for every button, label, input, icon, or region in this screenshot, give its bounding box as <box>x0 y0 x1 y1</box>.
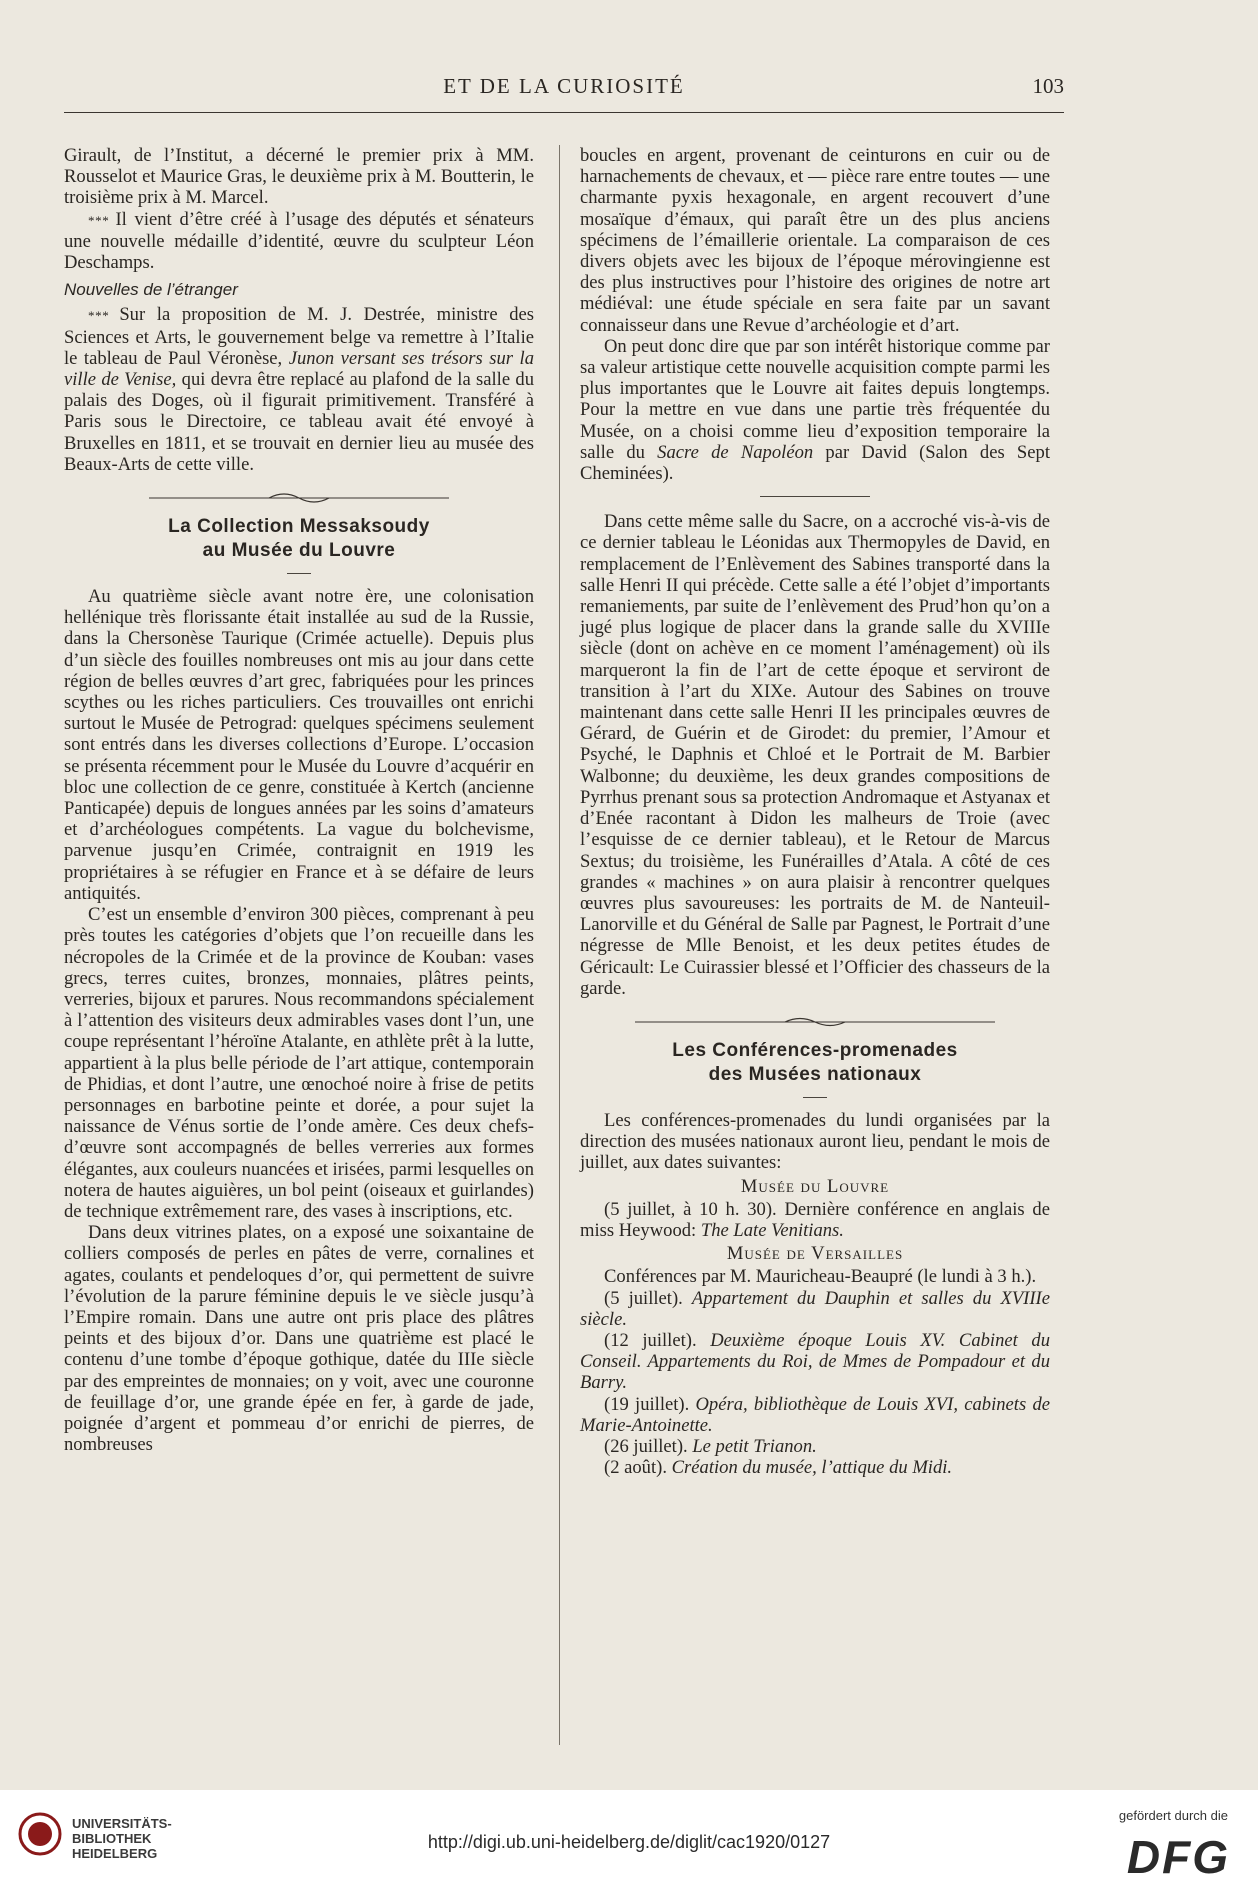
paragraph: * * * Sur la proposition de M. J. Destrée, ministre des Sciences et Arts, le gouvernement belge va remettre à l’Italie le tableau de Paul Véronèse, Junon versant ses trésors sur la ville de Venise, qui devra être replacé au plafond de la salle du palais des Doges, où il figurait primitivement. Transféré à Paris sous le Directoire, ce tableau avait été envoyé à Bruxelles en 1811, et se trouvait en dernier lieu au musée des Beaux-Arts de cette ville. <box>64 304 534 475</box>
library-logo-text: UNIVERSITÄTS- BIBLIOTHEK HEIDELBERG <box>72 1816 172 1861</box>
paragraph: Conférences par M. Mauricheau-Beaupré (le lundi à 3 h.). <box>604 1266 1037 1288</box>
paragraph: boucles en argent, provenant de ceinturons en cuir ou de harnachements de chevaux, et — pièce rare entre toutes — une charmante pyxis hexagonale, en argent recouvert d’une mosaïque d’émaux, qui paraît être un des plus anciens spécimens de l’émaillerie orientale. La comparaison de ces divers objets avec les bijoux de l’époque mérovingienne est des plus instructives pour l’histoire des origines de notre art médiéval: une étude spéciale en sera faite par un savant connaisseur dans une Revue d’archéologie et d’art. <box>580 145 1050 336</box>
asterism: * * * <box>88 212 108 228</box>
short-rule <box>287 573 311 574</box>
ornament-divider <box>64 489 534 507</box>
short-rule <box>803 1097 827 1098</box>
paragraph: Dans deux vitrines plates, on a exposé une soixantaine de colliers composés de perles en pâtes de verre, cornalines et agates, coulants et pendeloques d’or, qui permettent de suivre l’évolution de la parure féminine depuis le ve siècle jusqu’à l’Empire romain. Dans une autre ont pris place des plâtres peints et des bijoux d’or. Dans une quatrième est placé le contenu d’une tombe d’époque gothique, datée du IIIe siècle par des empreintes de monnaies; on y voit, avec une couronne de feuillage d’or, une grande épée en fer, à garde de jade, poignée d’argent et pommeau d’or enrichi de pierres, de nombreuses <box>64 1222 534 1456</box>
article-title: Les Conférences-promenades des Musées nationaux <box>672 1039 958 1085</box>
schedule-item: (2 août). Création du musée, l’attique du Midi. <box>604 1457 953 1479</box>
museum-heading: Musée du Louvre <box>740 1175 890 1197</box>
section-rule <box>760 496 870 497</box>
permalink-url[interactable]: http://digi.ub.uni-heidelberg.de/diglit/cac1920/0127 <box>427 1832 831 1852</box>
funder-label: gefördert durch die <box>1118 1808 1228 1823</box>
paragraph: * * * Il vient d’être créé à l’usage des députés et sénateurs une nouvelle médaille d’identité, œuvre du sculpteur Léon Deschamps. <box>64 208 534 274</box>
page-number: 103 <box>1032 74 1064 98</box>
asterism: * * * <box>88 308 108 324</box>
paragraph: C’est un ensemble d’environ 300 pièces, comprenant à peu près toutes les catégories d’objets que l’on recueille dans les nécropoles de la Crimée et de la province de Kouban: vases grecs, terres cuites, bronzes, monnaies, plâtres peints, verreries, bijoux et parures. Nous recommandons spécialement à l’attention des visiteurs deux admirables vases dont l’un, une coupe représentant l’héroïne Atalante, en athlète prêt à la lutte, appartient à la plus belle période de l’art attique, contemporain de Phidias, et dont l’autre, une œnochoé noire à frise de petits personnages en barbotine peinte et dorée, a pour sujet la naissance de Vénus sortie de l’onde amère. Ces deux chefs-d’œuvre sont accompagnés de belles verreries aux formes élégantes, aux couleurs nuancées et irisées, parmi lesquelles on notera de hautes aiguières, un bol peint (oiseaux et guirlandes) de technique extrêmement rare, des vases à inscriptions, etc. <box>64 904 534 1222</box>
viewer-footer <box>0 1790 1258 1895</box>
paragraph: Les conférences-promenades du lundi organisées par la direction des musées nationaux auront lieu, pendant le mois de juillet, aux dates suivantes: <box>580 1109 1050 1174</box>
museum-heading: Musée de Versailles <box>726 1243 904 1265</box>
right-column <box>580 145 1050 1478</box>
schedule-item: (19 juillet). Opéra, bibliothèque de Louis XVI, cabinets de Marie-Antoinette. <box>580 1393 1050 1436</box>
ornament-divider <box>580 1013 1050 1031</box>
paragraph: Au quatrième siècle avant notre ère, une colonisation hellénique très florissante était installée au sud de la Russie, dans la Chersonèse Taurique (Crimée actuelle). Depuis plus d’un siècle des fouilles nombreuses ont mis au jour dans cette région de belles œuvres d’art grec, fabriquées pour les princes scythes ou les riches particuliers. Ces trouvailles ont enrichi surtout le Musée de Petrograd: quelques spécimens seulement sont entrés dans les diverses collections d’Europe. L’occasion se présenta récemment pour le Musée du Louvre d’acquérir en bloc une collection de ce genre, constituée à Kertch (ancienne Panticapée) depuis de longues années par les soins d’amateurs et d’archéologues compétents. La vague du bolchevisme, parvenue jusqu’en Crimée, contraignit en 1919 les propriétaires à se réfugier en France et à se défaire de leurs antiquités. <box>64 586 534 904</box>
article-title: La Collection Messaksoudy au Musée du Louvre <box>168 516 430 562</box>
running-title: ET DE LA CURIOSITÉ <box>443 74 685 98</box>
paragraph: Dans cette même salle du Sacre, on a accroché vis-à-vis de ce dernier tableau le Léonidas aux Thermopyles de David, en remplacement de l’Enlèvement des Sabines transporté dans la salle Henri II qui précède. Cette salle a été l’objet d’importants remaniements, par suite de l’enlèvement des Prud’hon qu’on a jugé plus logique de placer dans la grande salle du XVIIIe siècle (dont on achève en ce moment l’aménagement) où ils marqueront la fin de l’art de cette époque et serviront de transition à l’art du XIXe. Autour des Sabines on trouve maintenant dans cette salle Henri II les principales œuvres de Gérard, de Guérin et de Girodet: du premier, l’Amour et Psyché, le Daphnis et Chloé et le Portrait de M. Barbier Walbonne; du deuxième, les deux grandes compositions de Pyrrhus prenant sous sa protection Andromaque et Astyanax et d’Enée racontant à Didon les malheurs de Troie (avec l’esquisse de ce dernier tableau), et le Retour de Marcus Sextus; du troisième, les Funérailles d’Atala. A côté de ces grandes « machines » on aura plaisir à rencontrer quelques œuvres plus savoureuses: les portraits de M. de Nanteuil-Lanorville et du Général de Salle par Pagnest, le Portrait d’une négresse de Mlle Benoist, et les deux petites études de Géricault: Le Cuirassier blessé et l’Officier des chasseurs de la garde. <box>580 511 1050 999</box>
section-subhead: Nouvelles de l’étranger <box>64 280 238 300</box>
schedule-item: (5 juillet). Appartement du Dauphin et salles du XVIIIe siècle. <box>580 1287 1050 1330</box>
schedule-item: (12 juillet). Deuxième époque Louis XV. Cabinet du Conseil. Appartements du Roi, de Mmes de Pompadour et du Barry. <box>580 1329 1051 1394</box>
dfg-logo: DFG <box>1126 1831 1230 1883</box>
left-column <box>64 145 534 1455</box>
paragraph: On peut donc dire que par son intérêt historique comme par sa valeur artistique cette nouvelle acquisition compte parmi les plus importantes que le Louvre ait faites depuis longtemps. Pour la mettre en vue dans une partie très fréquentée du Musée, on a choisi comme lieu d’exposition temporaire la salle du Sacre de Napoléon par David (Salon des Sept Cheminées). <box>580 335 1050 485</box>
running-head <box>64 72 1064 113</box>
column-divider <box>559 145 560 1745</box>
paragraph: (5 juillet, à 10 h. 30). Dernière conférence en anglais de miss Heywood: The Late Venitians. <box>580 1198 1050 1241</box>
schedule-item: (26 juillet). Le petit Trianon. <box>604 1435 817 1457</box>
paragraph: Girault, de l’Institut, a décerné le premier prix à MM. Rousselot et Maurice Gras, le deuxième prix à M. Boutterin, le troisième prix à M. Marcel. <box>64 145 534 209</box>
